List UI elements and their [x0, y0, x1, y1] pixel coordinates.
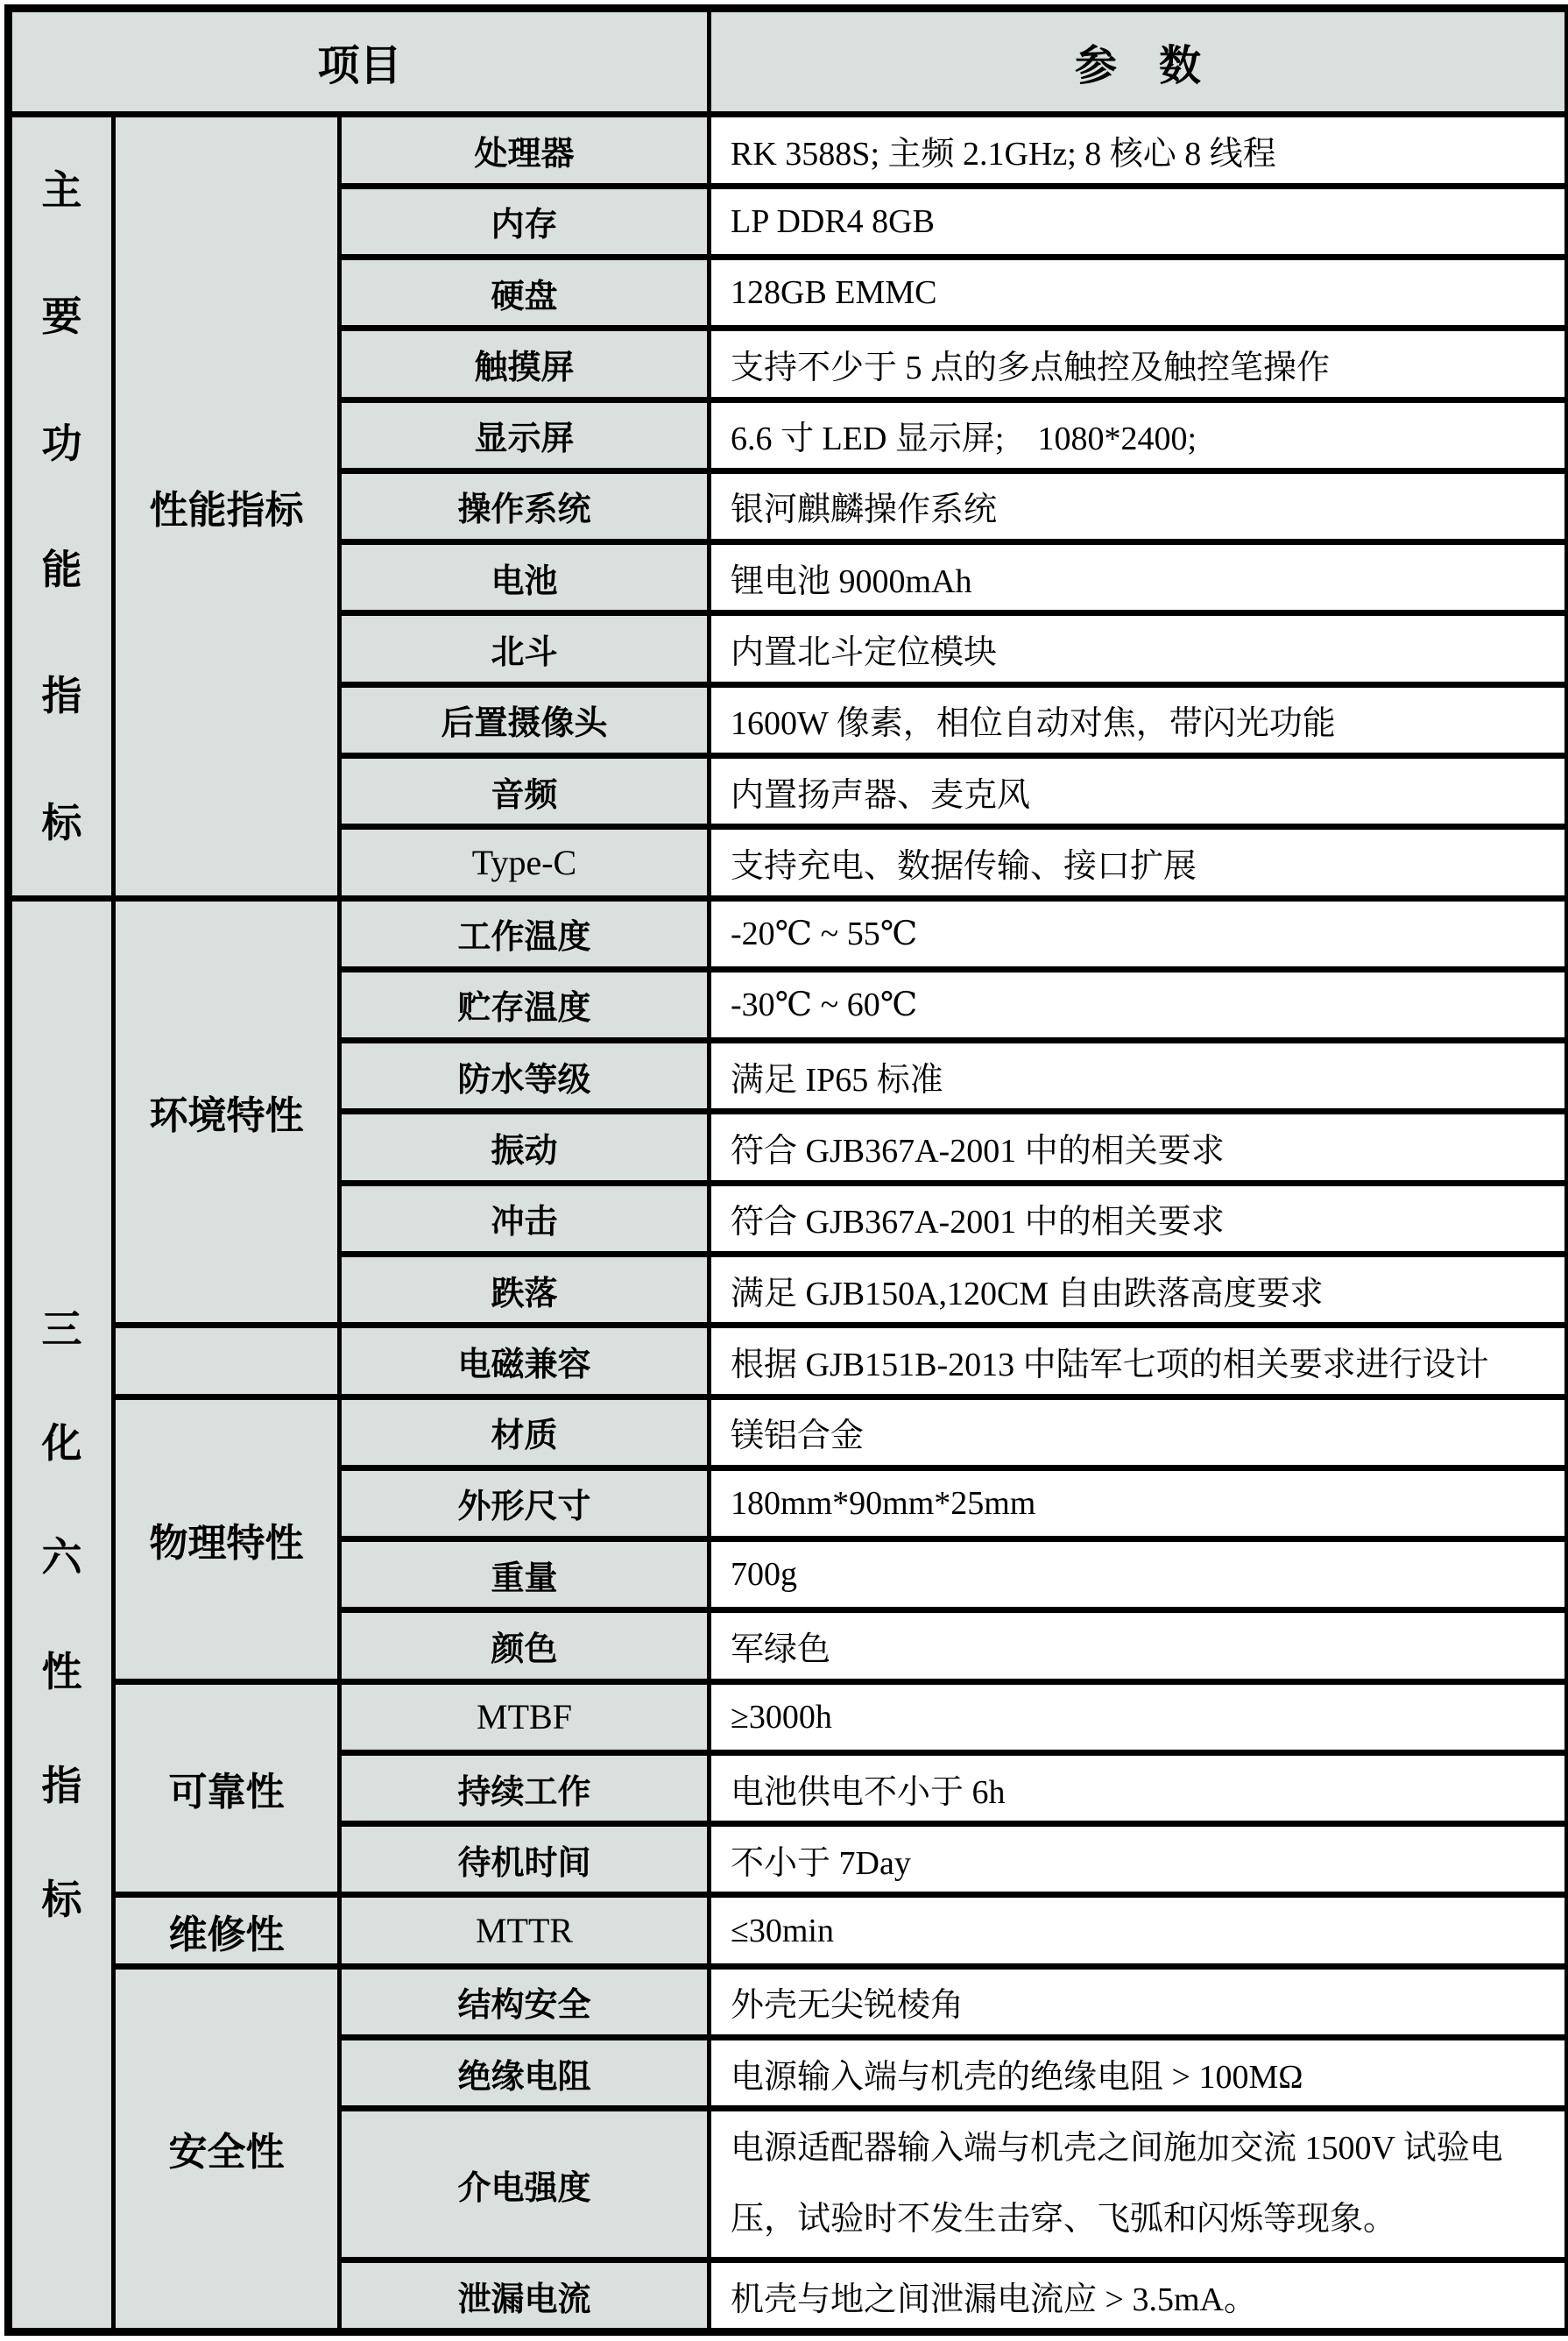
item-cell: 泄漏电流	[340, 2260, 710, 2332]
item-cell: 工作温度	[340, 898, 710, 969]
table-header-row	[9, 9, 1568, 115]
table-row	[9, 1895, 1568, 1966]
item-cell: 跌落	[340, 1254, 710, 1325]
value-cell: 6.6 寸 LED 显示屏; 1080*2400;	[710, 400, 1568, 470]
item-cell: 结构安全	[340, 1966, 710, 2037]
value-cell: 锂电池 9000mAh	[710, 542, 1568, 613]
item-cell: MTBF	[340, 1681, 710, 1752]
value-cell: 机壳与地之间泄漏电流应 > 3.5mA。	[710, 2260, 1568, 2332]
category-cell-reliability: 可靠性	[114, 1681, 340, 1895]
value-cell: 不小于 7Day	[710, 1824, 1568, 1895]
value-cell: 满足 IP65 标准	[710, 1041, 1568, 1112]
vertical-char: 六	[41, 1534, 82, 1581]
value-cell: 镁铝合金	[710, 1397, 1568, 1468]
item-cell: Type-C	[340, 827, 710, 898]
item-cell: 防水等级	[340, 1041, 710, 1112]
item-cell: 颜色	[340, 1610, 710, 1681]
rowgroup-cell-main-function	[9, 115, 114, 898]
header-cell-parameter: 参 数	[710, 9, 1568, 115]
vertical-char: 主	[41, 167, 82, 214]
value-cell: 128GB EMMC	[710, 258, 1568, 329]
vertical-char: 性	[41, 1648, 82, 1694]
value-cell: 根据 GJB151B-2013 中陆军七项的相关要求进行设计	[710, 1326, 1568, 1397]
category-cell-empty	[114, 1326, 340, 1397]
header-cell-project: 项目	[9, 9, 710, 115]
item-cell: 显示屏	[340, 400, 710, 470]
item-cell: 待机时间	[340, 1824, 710, 1895]
value-cell: 180mm*90mm*25mm	[710, 1468, 1568, 1538]
rowgroup-cell-three-six	[9, 898, 114, 2331]
value-cell: 电池供电不小于 6h	[710, 1752, 1568, 1823]
value-cell: ≥3000h	[710, 1681, 1568, 1752]
value-cell: 军绿色	[710, 1610, 1568, 1681]
value-cell: 外壳无尖锐棱角	[710, 1966, 1568, 2037]
item-cell: 触摸屏	[340, 329, 710, 400]
category-cell-performance: 性能指标	[114, 115, 340, 898]
value-cell: 内置扬声器、麦克风	[710, 755, 1568, 826]
item-cell: 材质	[340, 1397, 710, 1468]
item-cell: 外形尺寸	[340, 1468, 710, 1538]
value-cell: 满足 GJB150A,120CM 自由跌落高度要求	[710, 1254, 1568, 1325]
vertical-char: 功	[41, 420, 82, 466]
vertical-char: 能	[41, 546, 82, 592]
vertical-label-three-six	[41, 1305, 82, 1923]
value-cell: 符合 GJB367A-2001 中的相关要求	[710, 1183, 1568, 1254]
category-cell-physical: 物理特性	[114, 1397, 340, 1681]
vertical-char: 三	[41, 1305, 82, 1352]
value-cell: ≤30min	[710, 1895, 1568, 1966]
table-row	[9, 115, 1568, 186]
value-cell: RK 3588S; 主频 2.1GHz; 8 核心 8 线程	[710, 115, 1568, 186]
category-cell-environment: 环境特性	[114, 898, 340, 1326]
table-row	[9, 1397, 1568, 1468]
vertical-char: 标	[41, 799, 82, 845]
vertical-char: 指	[41, 673, 82, 719]
value-cell: 700g	[710, 1539, 1568, 1610]
table-row	[9, 898, 1568, 969]
item-cell: 内存	[340, 186, 710, 257]
category-cell-safety: 安全性	[114, 1966, 340, 2331]
value-cell: 支持充电、数据传输、接口扩展	[710, 827, 1568, 898]
item-cell: 电磁兼容	[340, 1326, 710, 1397]
value-cell: 电源适配器输入端与机壳之间施加交流 1500V 试验电压，试验时不发生击穿、飞弧和闪烁等现象。	[710, 2109, 1568, 2260]
vertical-char: 标	[41, 1877, 82, 1923]
item-cell: 绝缘电阻	[340, 2038, 710, 2109]
table-row	[9, 1326, 1568, 1397]
item-cell: 电池	[340, 542, 710, 613]
item-cell: 操作系统	[340, 470, 710, 541]
table-row	[9, 1966, 1568, 2037]
item-cell: 硬盘	[340, 258, 710, 329]
item-cell: 重量	[340, 1539, 710, 1610]
item-cell: 冲击	[340, 1183, 710, 1254]
table-row	[9, 1681, 1568, 1752]
item-cell: 音频	[340, 755, 710, 826]
item-cell: 处理器	[340, 115, 710, 186]
item-cell: MTTR	[340, 1895, 710, 1966]
value-cell: 内置北斗定位模块	[710, 613, 1568, 684]
vertical-char: 指	[41, 1763, 82, 1809]
item-cell: 北斗	[340, 613, 710, 684]
vertical-char: 化	[41, 1420, 82, 1467]
value-cell: -30℃ ~ 60℃	[710, 969, 1568, 1040]
vertical-char: 要	[41, 294, 82, 340]
value-cell: 符合 GJB367A-2001 中的相关要求	[710, 1112, 1568, 1183]
item-cell: 后置摄像头	[340, 684, 710, 755]
value-cell: 1600W 像素，相位自动对焦，带闪光功能	[710, 684, 1568, 755]
item-cell: 介电强度	[340, 2109, 710, 2260]
item-cell: 贮存温度	[340, 969, 710, 1040]
item-cell: 振动	[340, 1112, 710, 1183]
value-cell: -20℃ ~ 55℃	[710, 898, 1568, 969]
value-cell: 电源输入端与机壳的绝缘电阻 > 100MΩ	[710, 2038, 1568, 2109]
value-cell: LP DDR4 8GB	[710, 186, 1568, 257]
value-cell: 银河麒麟操作系统	[710, 470, 1568, 541]
value-cell: 支持不少于 5 点的多点触控及触控笔操作	[710, 329, 1568, 400]
vertical-label-main-function	[42, 169, 82, 844]
item-cell: 持续工作	[340, 1752, 710, 1823]
category-cell-maintainability: 维修性	[114, 1895, 340, 1966]
spec-table	[4, 4, 1568, 2336]
